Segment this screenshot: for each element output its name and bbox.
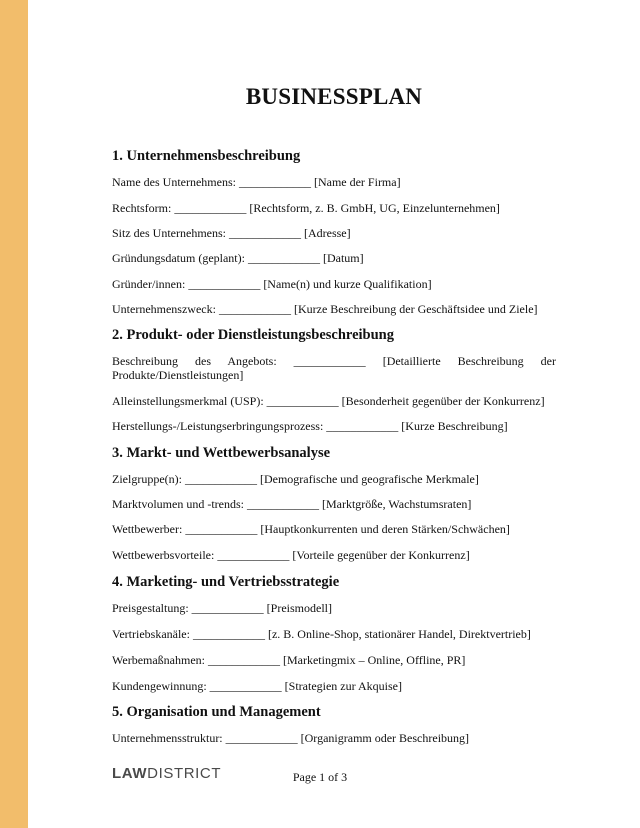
field-customer-acquisition: Kundengewinnung: ____________ [Strategien zur Akquise] xyxy=(112,679,402,693)
side-accent-band xyxy=(0,0,28,828)
page-number: Page 1 of 3 xyxy=(292,770,348,784)
field-competitive-advantages: Wettbewerbsvorteile: ____________ [Vorteile gegenüber der Konkurrenz] xyxy=(112,548,470,562)
section-heading-2: 2. Produkt- oder Dienstleistungsbeschreibung xyxy=(112,327,394,343)
field-company-name: Name des Unternehmens: ____________ [Name der Firma] xyxy=(112,175,401,189)
logo-text-bold: LAW xyxy=(112,765,148,782)
field-pricing: Preisgestaltung: ____________ [Preismodell] xyxy=(112,601,332,615)
field-production-process: Herstellungs-/Leistungserbringungsprozess: ____________ [Kurze Beschreibung] xyxy=(112,419,508,433)
field-competitors: Wettbewerber: ____________ [Hauptkonkurrenten und deren Stärken/Schwächen] xyxy=(112,522,510,536)
field-sales-channels: Vertriebskanäle: ____________ [z. B. Online-Shop, stationärer Handel, Direktvertrieb] xyxy=(112,627,531,641)
field-market-volume: Marktvolumen und -trends: ____________ [Marktgröße, Wachstumsraten] xyxy=(112,497,472,511)
field-legal-form: Rechtsform: ____________ [Rechtsform, z. B. GmbH, UG, Einzelunternehmen] xyxy=(112,201,500,215)
section-heading-1: 1. Unternehmensbeschreibung xyxy=(112,148,301,164)
field-headquarters: Sitz des Unternehmens: ____________ [Adresse] xyxy=(112,226,351,240)
field-advertising: Werbemaßnahmen: ____________ [Marketingmix – Online, Offline, PR] xyxy=(112,653,466,667)
field-founding-date: Gründungsdatum (geplant): ____________ [Datum] xyxy=(112,251,364,265)
logo-text-regular: DISTRICT xyxy=(147,765,222,782)
section-heading-4: 4. Marketing- und Vertriebsstrategie xyxy=(112,574,340,590)
field-offer-description: Beschreibung des Angebots: ____________ [Detaillierte Beschreibung der Produkte/Dienstleistungen] xyxy=(112,354,556,382)
field-business-purpose: Unternehmenszweck: ____________ [Kurze Beschreibung der Geschäftsidee und Ziele] xyxy=(112,302,538,316)
field-target-groups: Zielgruppe(n): ____________ [Demografische und geografische Merkmale] xyxy=(112,472,479,486)
section-heading-3: 3. Markt- und Wettbewerbsanalyse xyxy=(112,445,331,461)
document-title: BUSINESSPLAN xyxy=(245,84,423,109)
field-founders: Gründer/innen: ____________ [Name(n) und kurze Qualifikation] xyxy=(112,277,432,291)
field-company-structure: Unternehmensstruktur: ____________ [Organigramm oder Beschreibung] xyxy=(112,731,470,745)
field-usp: Alleinstellungsmerkmal (USP): ____________ [Besonderheit gegenüber der Konkurrenz] xyxy=(112,394,545,408)
section-heading-5: 5. Organisation und Management xyxy=(112,704,321,720)
